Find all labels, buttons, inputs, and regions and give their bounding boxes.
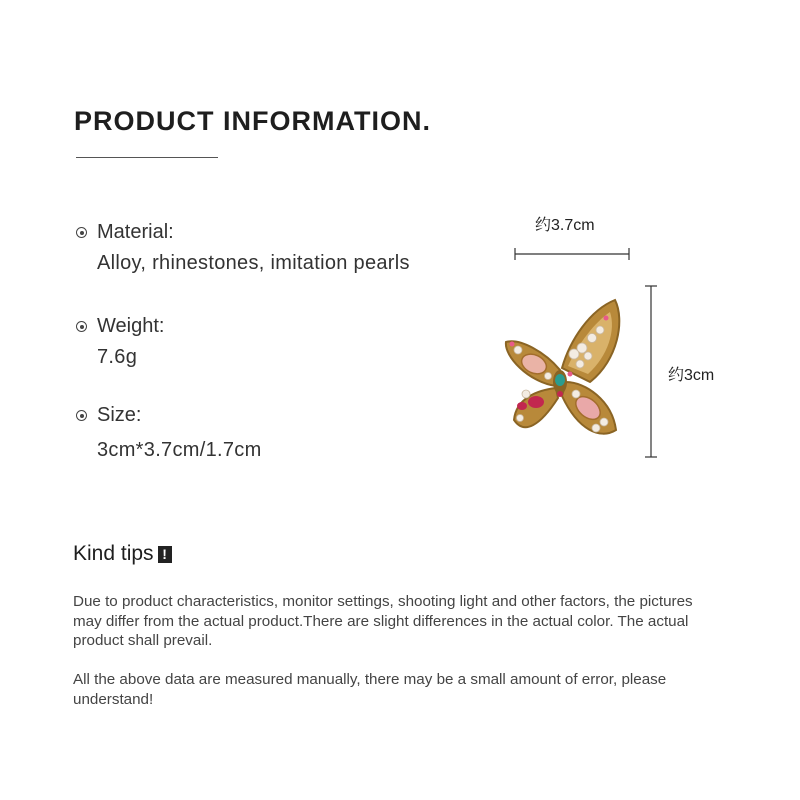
spec-material [76, 221, 410, 275]
tips-paragraph: Due to product characteristics, monitor settings, shooting light and other factors, the pictures may differ from the actual product.There are slight differences in the actual color. The actual product shall prevail. [73, 593, 693, 649]
title-divider [76, 157, 218, 158]
bullet-icon [76, 227, 87, 238]
kind-tips-label: Kind tips [73, 542, 154, 565]
spec-label: Weight: [97, 315, 165, 337]
bullet-icon [76, 321, 87, 332]
spec-value: 3cm*3.7cm/1.7cm [97, 439, 262, 461]
spec-weight [76, 315, 164, 369]
bullet-icon [76, 410, 87, 421]
tips-paragraph: All the above data are measured manually, there may be a small amount of error, please understand! [73, 671, 667, 708]
spec-value: Alloy, rhinestones, imitation pearls [97, 252, 410, 274]
spec-size [76, 404, 262, 462]
kind-tips-title [73, 542, 172, 566]
width-dimension-label: 约3.7cm [535, 217, 595, 234]
exclamation-icon: ! [158, 546, 172, 563]
butterfly-clip-image [500, 290, 630, 450]
height-dimension-label: 约3cm [668, 367, 715, 384]
spec-label: Size: [97, 404, 142, 426]
spec-label: Material: [97, 221, 174, 243]
page-title: PRODUCT INFORMATION. [74, 106, 431, 136]
spec-value: 7.6g [97, 346, 138, 368]
